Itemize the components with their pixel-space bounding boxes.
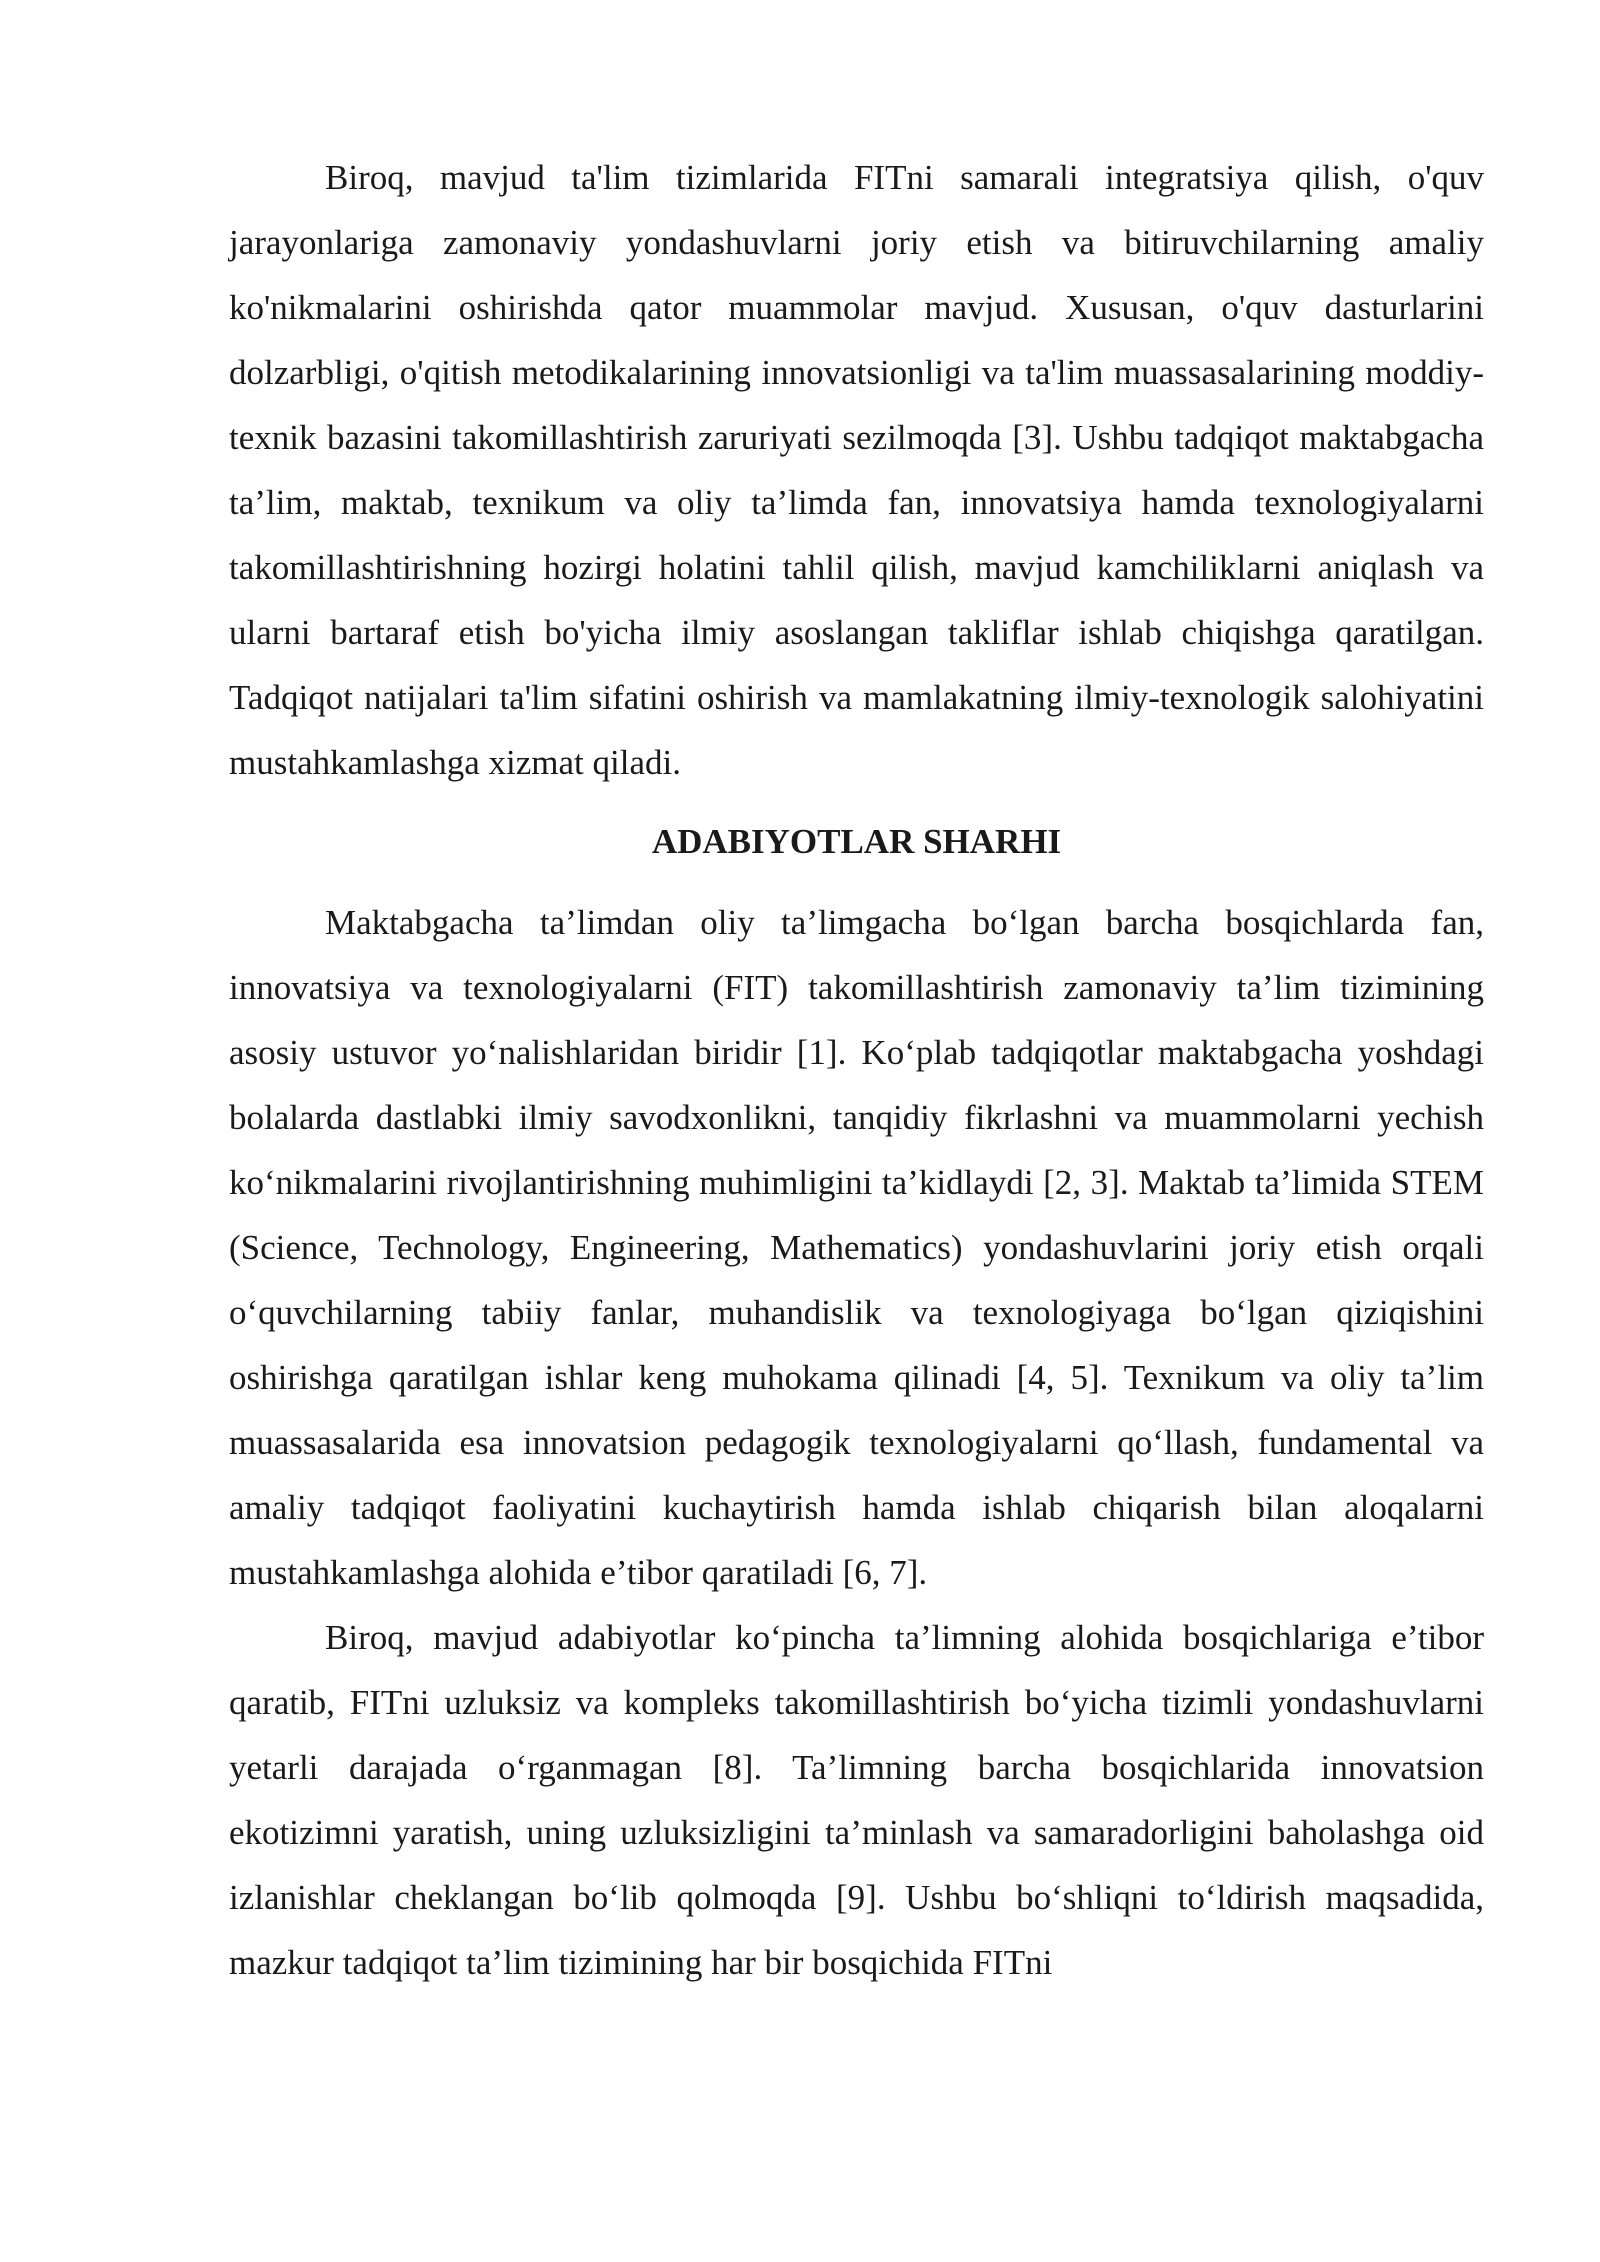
body-paragraph: Biroq, mavjud ta'lim tizimlarida FITni samarali integratsiya qilish, o'quv jarayonlariga zamonaviy yondashuvlarni joriy etish va bitiruvchilarning amaliy ko'nikmalarini oshirishda qator muammolar mavjud. Xususan, o'quv dasturlarini dolzarbligi, o'qitish metodikalarining innovatsionligi va ta'lim muassasalarining moddiy-texnik bazasini takomillashtirish zaruriyati sezilmoqda [3]. Ushbu tadqiqot maktabgacha ta’lim, maktab, texnikum va oliy ta’limda fan, innovatsiya hamda texnologiyalarni takomillashtirishning hozirgi holatini tahlil qilish, mavjud kamchiliklarni aniqlash va ularni bartaraf etish bo'yicha ilmiy asoslangan takliflar ishlab chiqishga qaratilgan. Tadqiqot natijalari ta'lim sifatini oshirish va mamlakatning ilmiy-texnologik salohiyatini mustahkamlashga xizmat qiladi. <box>229 158 1484 782</box>
body-paragraph: Biroq, mavjud adabiyotlar ko‘pincha ta’limning alohida bosqichlariga e’tibor qaratib, FITni uzluksiz va kompleks takomillashtirish bo‘yicha tizimli yondashuvlarni yetarli darajada o‘rganmagan [8]. Ta’limning barcha bosqichlarida innovatsion ekotizimni yaratish, uning uzluksizligini ta’minlash va samaradorligini baholashga oid izlanishlar cheklangan bo‘lib qolmoqda [9]. Ushbu bo‘shliqni to‘ldirish maqsadida, mazkur tadqiqot ta’lim tizimining har bir bosqichida FITni <box>229 1618 1484 1982</box>
document-body <box>229 145 1484 1995</box>
body-paragraph: Maktabgacha ta’limdan oliy ta’limgacha bo‘lgan barcha bosqichlarda fan, innovatsiya va texnologiyalarni (FIT) takomillashtirish zamonaviy ta’lim tizimining asosiy ustuvor yo‘nalishlaridan biridir [1]. Ko‘plab tadqiqotlar maktabgacha yoshdagi bolalarda dastlabki ilmiy savodxonlikni, tanqidiy fikrlashni va muammolarni yechish ko‘nikmalarini rivojlantirishning muhimligini ta’kidlaydi [2, 3]. Maktab ta’limida STEM (Science, Technology, Engineering, Mathematics) yondashuvlarini joriy etish orqali o‘quvchilarning tabiiy fanlar, muhandislik va texnologiyaga bo‘lgan qiziqishini oshirishga qaratilgan ishlar keng muhokama qilinadi [4, 5]. Texnikum va oliy ta’lim muassasalarida esa innovatsion pedagogik texnologiyalarni qo‘llash, fundamental va amaliy tadqiqot faoliyatini kuchaytirish hamda ishlab chiqarish bilan aloqalarni mustahkamlashga alohida e’tibor qaratiladi [6, 7]. <box>229 903 1484 1592</box>
section-heading: ADABIYOTLAR SHARHI <box>651 822 1062 861</box>
